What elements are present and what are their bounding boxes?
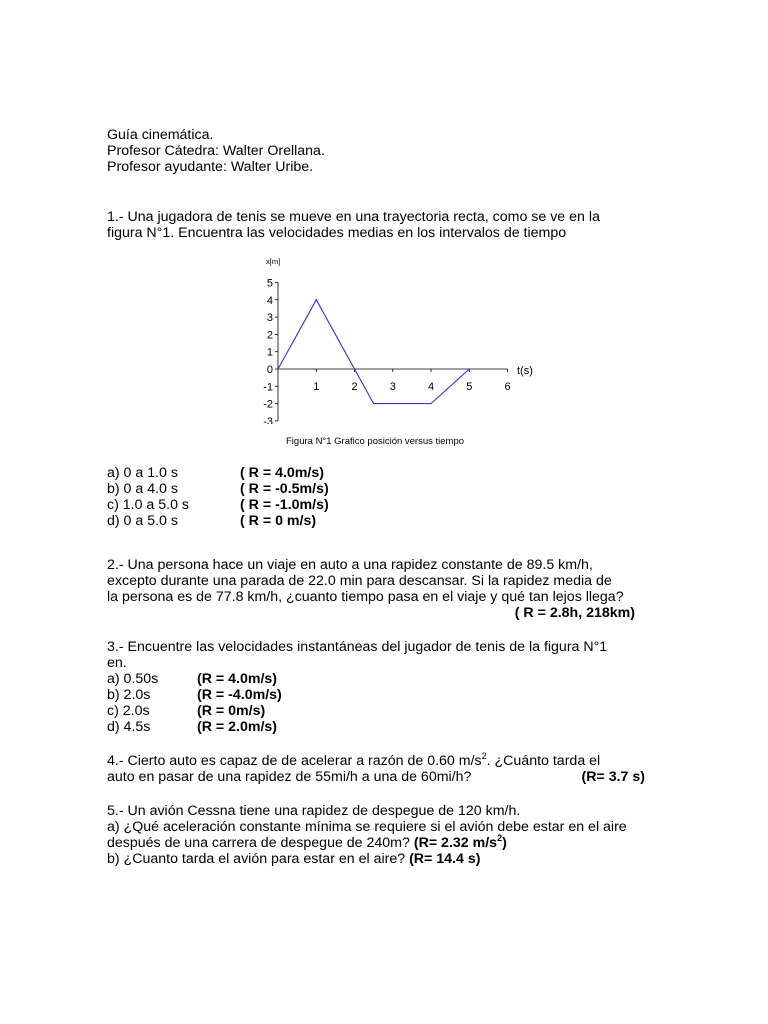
x-tick-label: 5 <box>466 381 473 393</box>
answer-value: (R = 4.0m/s) <box>197 671 278 687</box>
y-tick-label: -3 <box>263 415 273 424</box>
data-point <box>430 403 431 404</box>
y-tick-label: -1 <box>263 381 273 394</box>
y-tick-label: 4 <box>266 294 273 307</box>
answer-row <box>107 481 663 497</box>
answer-value: (R = -4.0m/s) <box>197 687 282 703</box>
problem-5-question-b: b) ¿Cuanto tarda el avión para estar en el aire? <box>107 851 406 867</box>
x-tick-label: 2 <box>351 381 358 393</box>
problem-2-text-2: excepto durante una parada de 22.0 min para descansar. Si la rapidez media de <box>107 573 612 589</box>
y-tick-label: 3 <box>266 312 273 325</box>
problem-4 <box>107 753 663 785</box>
answer-a-value: (R= 2.32 m/s <box>413 835 498 851</box>
data-point <box>373 403 374 404</box>
chart-svg <box>258 252 548 424</box>
problem-4-answer: (R= 3.7 s) <box>581 769 645 785</box>
position-series-line <box>278 300 469 404</box>
problem-3-text-2: en. <box>107 655 127 671</box>
title-line: Guía cinemática. <box>107 127 214 143</box>
answer-value: ( R = -1.0m/s) <box>240 497 329 513</box>
problem-4-text-1b: . ¿Cuánto tarda el <box>486 753 601 769</box>
problem-4-text-2 <box>107 769 663 785</box>
superscript: 2 <box>481 751 487 761</box>
position-time-chart <box>258 252 548 424</box>
problem-2 <box>107 557 663 621</box>
data-point <box>277 368 278 369</box>
problem-4-question: auto en pasar de una rapidez de 55mi/h a una de 60mi/h? <box>107 769 472 785</box>
problem-5-text-4 <box>107 851 663 867</box>
data-point <box>316 299 317 300</box>
answer-label: a) 0.50s <box>107 671 159 687</box>
answer-label: c) 1.0 a 5.0 s <box>107 497 190 513</box>
problem-5 <box>107 803 663 867</box>
y-tick-label: -2 <box>263 398 273 411</box>
answer-label: a) 0 a 1.0 s <box>107 465 178 481</box>
problem-1-text-2: figura N°1. Encuentra las velocidades medias en los intervalos de tiempo <box>107 225 567 241</box>
problem-3-text-1: 3.- Encuentre las velocidades instantáneas del jugador de tenis de la figura N°1 <box>107 639 608 655</box>
x-tick-label: 1 <box>313 381 320 393</box>
problem-5-answer-b: (R= 14.4 s) <box>409 851 481 867</box>
figure-caption: Figura N°1 Grafico posición versus tiempo <box>286 436 465 447</box>
answer-value: ( R = 4.0m/s) <box>240 465 324 481</box>
problem-1-answers <box>107 465 663 529</box>
assistant-line: Profesor ayudante: Walter Uribe. <box>107 159 314 175</box>
problem-5-text-3 <box>107 835 663 851</box>
answer-label: c) 2.0s <box>107 703 150 719</box>
problem-1 <box>107 209 663 241</box>
y-tick-label: 2 <box>266 329 273 342</box>
problem-2-text-1: 2.- Una persona hace un viaje en auto a una rapidez constante de 89.5 km/h, <box>107 557 593 573</box>
x-axis-label: t(s) <box>517 365 533 377</box>
problem-4-text-1 <box>107 753 663 769</box>
problem-2-answer: ( R = 2.8h, 218km) <box>514 605 635 621</box>
problem-3 <box>107 639 663 735</box>
answer-label: b) 0 a 4.0 s <box>107 481 178 497</box>
problem-5-text-2: a) ¿Qué aceleración constante mínima se requiere si el avión debe estar en el aire <box>107 819 627 835</box>
y-tick-label: 5 <box>266 277 273 290</box>
data-point <box>469 368 470 369</box>
answer-row <box>107 497 663 513</box>
answer-value: (R = 0m/s) <box>197 703 266 719</box>
answer-row <box>107 465 663 481</box>
problem-4-text-1a: 4.- Cierto auto es capaz de de acelerar a razón de 0.60 m/s <box>107 753 482 769</box>
x-tick-label: 6 <box>504 381 511 393</box>
answer-row <box>107 703 663 719</box>
professor-line: Profesor Cátedra: Walter Orellana. <box>107 143 325 159</box>
answer-label: b) 2.0s <box>107 687 151 703</box>
answer-row <box>107 671 663 687</box>
x-tick-label: 4 <box>427 381 435 393</box>
answer-value: ( R = 0 m/s) <box>240 513 317 529</box>
y-tick-label: 1 <box>266 346 273 359</box>
problem-2-text-3: la persona es de 77.8 km/h, ¿cuanto tiempo pasa en el viaje y qué tan lejos llega? <box>107 589 624 605</box>
header-block <box>107 127 663 175</box>
answer-value: (R = 2.0m/s) <box>197 719 278 735</box>
answer-label: d) 4.5s <box>107 719 151 735</box>
answer-label: d) 0 a 5.0 s <box>107 513 178 529</box>
y-axis-label: x[m] <box>266 257 281 266</box>
superscript: 2 <box>497 833 503 843</box>
problem-5-text-1: 5.- Un avión Cessna tiene una rapidez de despegue de 120 km/h. <box>107 803 521 819</box>
y-tick-label: 0 <box>266 364 273 376</box>
problem-1-text-1: 1.- Una jugadora de tenis se mueve en una trayectoria recta, como se ve en la <box>107 209 600 225</box>
problem-5-answer-a <box>414 835 507 851</box>
answer-row <box>107 719 663 735</box>
answer-value: ( R = -0.5m/s) <box>240 481 329 497</box>
answer-row <box>107 687 663 703</box>
answer-row <box>107 513 663 529</box>
answer-a-close: ) <box>502 835 507 851</box>
problem-5-question-a: después de una carrera de despegue de 240m? <box>107 835 410 851</box>
x-tick-label: 3 <box>389 381 396 393</box>
data-point <box>354 368 355 369</box>
